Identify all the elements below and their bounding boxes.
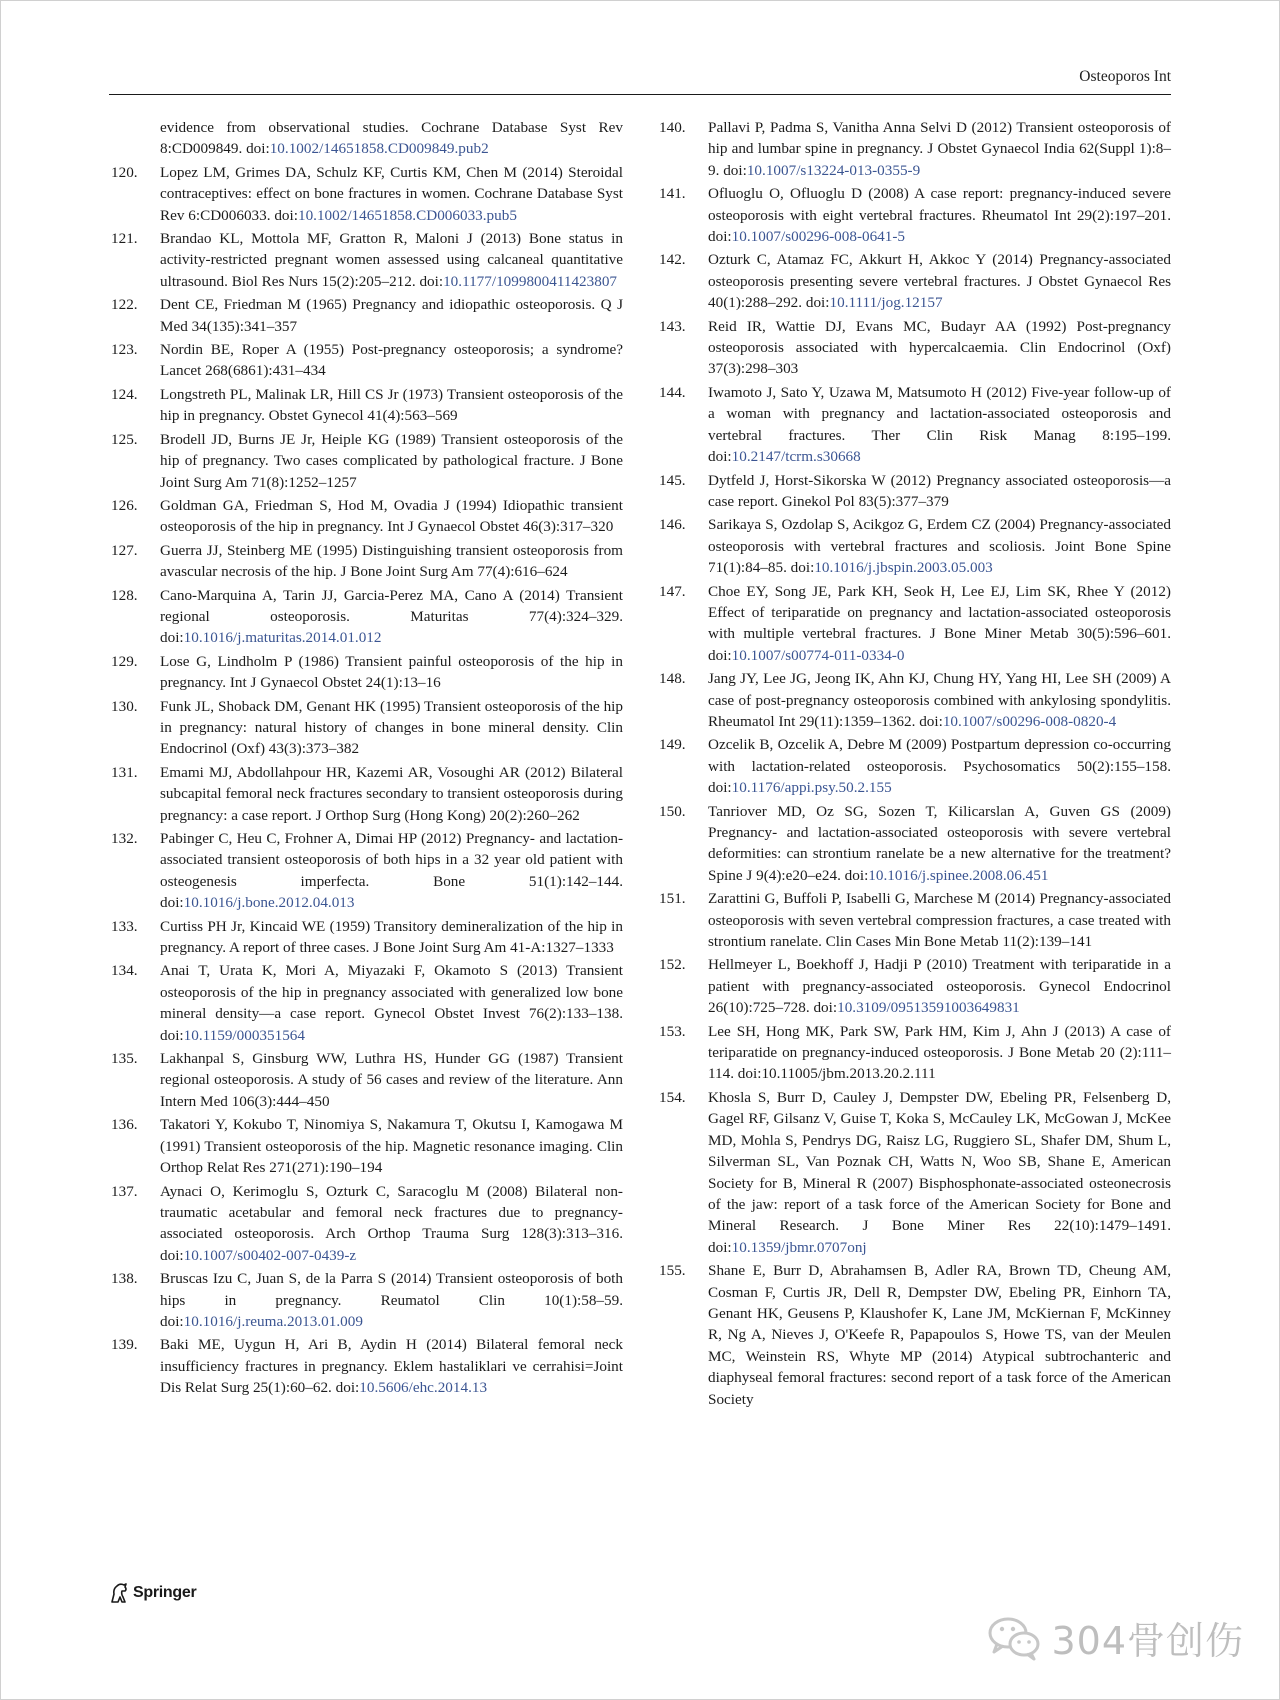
doi-link[interactable]: 10.1177/1099800411423807 bbox=[443, 272, 618, 290]
watermark-text: 304骨创伤 bbox=[1051, 1619, 1244, 1663]
reference-number: 137. bbox=[111, 1182, 138, 1200]
reference-number: 122. bbox=[111, 296, 138, 314]
reference-text: Jang JY, Lee JG, Jeong IK, Ahn KJ, Chung HY, Yang HI, Lee SH (2009) A case of post-pregnancy osteoporosis combined with ankylosing spondylitis. Rheumatol Int 29(11):1359–1362. doi: bbox=[708, 670, 1171, 730]
reference-entry bbox=[111, 585, 623, 649]
doi-link[interactable]: 10.1016/j.bone.2012.04.013 bbox=[183, 894, 355, 912]
doi-link[interactable]: 10.1111/jog.12157 bbox=[829, 294, 943, 312]
reference-entry bbox=[111, 294, 623, 337]
reference-text: Dent CE, Friedman M (1965) Pregnancy and idiopathic osteoporosis. Q J Med 34(135):341–357 bbox=[160, 296, 623, 335]
reference-number: 141. bbox=[659, 185, 686, 203]
reference-number: 121. bbox=[111, 230, 138, 248]
reference-text: Nordin BE, Roper A (1955) Post-pregnancy osteoporosis; a syndrome? Lancet 268(6861):431–434 bbox=[160, 341, 623, 380]
reference-entry bbox=[111, 162, 623, 226]
reference-text: Anai T, Urata K, Mori A, Miyazaki F, Okamoto S (2013) Transient osteoporosis of the hip in pregnancy associated with generalized low bone mineral density—a case report. Gynecol Obstet Invest 76(2):133–138. doi: bbox=[160, 962, 623, 1044]
reference-text: Ozcelik B, Ozcelik A, Debre M (2009) Postpartum depression co-occurring with lactation-related osteoporosis. Psychosomatics 50(2):155–158. doi: bbox=[708, 736, 1171, 797]
springer-logo bbox=[109, 1582, 196, 1604]
publisher-name: Springer bbox=[133, 1584, 197, 1601]
reference-text: Brodell JD, Burns JE Jr, Heiple KG (1989) Transient osteoporosis of the hip of pregnancy. Two cases complicated by pathological fracture. J Bone Joint Surg Am 71(8):1252–1257 bbox=[160, 430, 623, 491]
reference-entry bbox=[111, 1268, 623, 1332]
reference-entry bbox=[659, 888, 1171, 952]
reference-entry bbox=[659, 1087, 1171, 1258]
doi-link[interactable]: 10.5606/ehc.2014.13 bbox=[359, 1379, 488, 1397]
watermark bbox=[987, 1610, 1244, 1665]
reference-number: 151. bbox=[659, 890, 686, 908]
reference-text: evidence from observational studies. Cochrane Database Syst Rev 8:CD009849. doi: bbox=[160, 119, 623, 158]
reference-text: Goldman GA, Friedman S, Hod M, Ovadia J (1994) Idiopathic transient osteoporosis of the hip in pregnancy. Int J Gynaecol Obstet 46(3):317–320 bbox=[160, 496, 623, 536]
reference-entry bbox=[111, 1181, 623, 1267]
reference-entry bbox=[659, 801, 1171, 887]
reference-number: 149. bbox=[659, 736, 686, 754]
reference-number: 127. bbox=[111, 541, 138, 559]
reference-number: 154. bbox=[659, 1088, 686, 1106]
reference-entry bbox=[111, 1334, 623, 1398]
reference-entry bbox=[659, 954, 1171, 1018]
reference-entry bbox=[111, 1114, 623, 1178]
reference-text: Pabinger C, Heu C, Frohner A, Dimai HP (2012) Pregnancy- and lactation-associated transient osteoporosis of both hips in a 32 year old patient with osteogenesis imperfecta. Bone 51(1):142–144. doi: bbox=[160, 830, 623, 912]
doi-link[interactable]: 10.1016/j.reuma.2013.01.009 bbox=[183, 1312, 363, 1330]
reference-entry bbox=[111, 117, 623, 160]
reference-text: Brandao KL, Mottola MF, Gratton R, Maloni J (2013) Bone status in activity-restricted pregnant women assessed using calcaneal quantitative ultrasound. Biol Res Nurs 15(2):205–212. doi: bbox=[160, 230, 623, 290]
reference-entry bbox=[659, 668, 1171, 732]
header-rule bbox=[109, 94, 1171, 95]
reference-entry bbox=[111, 228, 623, 292]
reference-number: 135. bbox=[111, 1050, 138, 1068]
reference-entry bbox=[111, 429, 623, 493]
reference-text: Iwamoto J, Sato Y, Uzawa M, Matsumoto H (2012) Five-year follow-up of a woman with pregnancy and lactation-associated osteoporosis and vertebral fractures. Ther Clin Risk Manag 8:195–199. doi: bbox=[708, 383, 1171, 466]
reference-entry bbox=[111, 339, 623, 382]
reference-text: Hellmeyer L, Boekhoff J, Hadji P (2010) Treatment with teriparatide in a patient with pregnancy-associated osteoporosis. Gynecol Endocrinol 26(10):725–728. doi: bbox=[708, 956, 1171, 1017]
reference-number: 136. bbox=[111, 1116, 138, 1134]
wechat-icon bbox=[987, 1614, 1041, 1662]
reference-entry bbox=[111, 828, 623, 914]
reference-number: 155. bbox=[659, 1262, 686, 1280]
reference-text: Tanriover MD, Oz SG, Sozen T, Kilicarslan A, Guven GS (2009) Pregnancy- and lactation-associated osteoporosis with severe vertebral deformities: can strontium ranelate be a new alternative for the treatment? Spine J 9(4):e20–e24. doi: bbox=[708, 802, 1171, 884]
reference-entry bbox=[659, 581, 1171, 667]
doi-link[interactable]: 10.1002/14651858.CD009849.pub2 bbox=[269, 140, 489, 158]
reference-text: Lee SH, Hong MK, Park SW, Park HM, Kim J, Ahn J (2013) A case of teriparatide on pregnancy-induced osteoporosis. J Bone Metab 20 (2):111–114. doi:10.11005/jbm.2013.20.2.111 bbox=[708, 1022, 1171, 1083]
reference-text: Dytfeld J, Horst-Sikorska W (2012) Pregnancy associated osteoporosis—a case report. Ginekol Pol 83(5):377–379 bbox=[708, 471, 1171, 510]
reference-number: 146. bbox=[659, 516, 686, 534]
doi-link[interactable]: 10.1159/000351564 bbox=[183, 1026, 305, 1044]
doi-link[interactable]: 10.3109/09513591003649831 bbox=[837, 999, 1020, 1017]
reference-text: Sarikaya S, Ozdolap S, Acikgoz G, Erdem CZ (2004) Pregnancy-associated osteoporosis with vertebral fractures and scoliosis. Joint Bone Spine 71(1):84–85. doi: bbox=[708, 516, 1171, 577]
reference-text: Funk JL, Shoback DM, Genant HK (1995) Transient osteoporosis of the hip in pregnancy: natural history of changes in bone mineral density. Clin Endocrinol (Oxf) 43(3):373–382 bbox=[160, 697, 623, 758]
reference-entry bbox=[111, 960, 623, 1046]
reference-text: Shane E, Burr D, Abrahamsen B, Adler RA, Brown TD, Cheung AM, Cosman F, Curtis JR, Dell R, Dempster DW, Ebeling PR, Einhorn TA, Genant HK, Geusens P, Klaushofer K, Lane JM, McKiernan F, McKinney R, Ng A, Nieves J, O'Keefe R, Papapoulos S, Howe TS, van der Meulen MC, Weinstein RS, Whyte MP (2014) Atypical subtrochanteric and diaphyseal femoral fractures: second report of a task force of the American Society bbox=[708, 1262, 1171, 1408]
reference-entry bbox=[111, 384, 623, 427]
doi-link[interactable]: 10.1007/s00296-008-0820-4 bbox=[942, 712, 1117, 730]
reference-entry bbox=[659, 316, 1171, 380]
reference-text: Lopez LM, Grimes DA, Schulz KF, Curtis KM, Chen M (2014) Steroidal contraceptives: effect on bone fractures in women. Cochrane Database Syst Rev 6:CD006033. doi: bbox=[160, 163, 623, 224]
reference-text: Emami MJ, Abdollahpour HR, Kazemi AR, Vosoughi AR (2012) Bilateral subcapital femoral neck fractures secondary to transient osteoporosis during pregnancy: a case report. J Orthop Surg (Hong Kong) 20(2):260–262 bbox=[160, 763, 623, 824]
reference-text: Bruscas Izu C, Juan S, de la Parra S (2014) Transient osteoporosis of both hips in pregnancy. Reumatol Clin 10(1):58–59. doi: bbox=[160, 1270, 623, 1330]
reference-text: Guerra JJ, Steinberg ME (1995) Distinguishing transient osteoporosis from avascular necrosis of the hip. J Bone Joint Surg Am 77(4):616–624 bbox=[160, 541, 623, 581]
reference-entry bbox=[659, 1021, 1171, 1085]
reference-entry bbox=[111, 495, 623, 538]
reference-number: 152. bbox=[659, 956, 686, 974]
reference-entry bbox=[111, 540, 623, 583]
reference-text: Pallavi P, Padma S, Vanitha Anna Selvi D (2012) Transient osteoporosis of hip and lumbar spine in pregnancy. J Obstet Gynaecol India 62(Suppl 1):8–9. doi: bbox=[708, 119, 1171, 179]
running-header-journal: Osteoporos Int bbox=[1079, 68, 1171, 85]
reference-text: Longstreth PL, Malinak LR, Hill CS Jr (1973) Transient osteoporosis of the hip in pregnancy. Obstet Gynecol 41(4):563–569 bbox=[160, 385, 623, 425]
reference-number: 124. bbox=[111, 385, 138, 403]
reference-number: 126. bbox=[111, 496, 138, 514]
reference-number: 144. bbox=[659, 383, 686, 401]
reference-entry bbox=[659, 1260, 1171, 1410]
reference-text: Cano-Marquina A, Tarin JJ, Garcia-Perez MA, Cano A (2014) Transient regional osteoporosis. Maturitas 77(4):324–329. doi: bbox=[160, 586, 623, 647]
reference-entry bbox=[111, 762, 623, 826]
doi-link[interactable]: 10.1007/s00402-007-0439-z bbox=[183, 1246, 357, 1264]
reference-entry bbox=[659, 734, 1171, 798]
doi-link[interactable]: 10.1007/s13224-013-0355-9 bbox=[746, 161, 921, 179]
reference-text: Reid IR, Wattie DJ, Evans MC, Budayr AA (1992) Post-pregnancy osteoporosis associated with hypercalcaemia. Clin Endocrinol (Oxf) 37(3):298–303 bbox=[708, 317, 1171, 378]
references-right-column bbox=[659, 117, 1171, 1412]
reference-text: Lose G, Lindholm P (1986) Transient painful osteoporosis of the hip in pregnancy. Int J Gynaecol Obstet 24(1):13–16 bbox=[160, 652, 623, 692]
reference-number: 128. bbox=[111, 586, 138, 604]
reference-number: 142. bbox=[659, 251, 686, 269]
references-left-column bbox=[111, 117, 623, 1401]
reference-entry bbox=[659, 249, 1171, 313]
doi-link[interactable]: 10.1016/j.maturitas.2014.01.012 bbox=[183, 629, 382, 647]
reference-number: 147. bbox=[659, 582, 686, 600]
doi-link[interactable]: 10.1359/jbmr.0707onj bbox=[731, 1238, 867, 1256]
reference-number: 150. bbox=[659, 802, 686, 820]
reference-text: Lakhanpal S, Ginsburg WW, Luthra HS, Hunder GG (1987) Transient regional osteoporosis. A study of 56 cases and review of the literature. Ann Intern Med 106(3):444–450 bbox=[160, 1050, 623, 1110]
reference-text: Zarattini G, Buffoli P, Isabelli G, Marchese M (2014) Pregnancy-associated osteoporosis with seven vertebral compression fractures, a case treated with strontium ranelate. Clin Cases Min Bone Metab 11(2):139–141 bbox=[708, 890, 1171, 951]
reference-number: 143. bbox=[659, 317, 686, 335]
reference-entry bbox=[111, 651, 623, 694]
reference-text: Ozturk C, Atamaz FC, Akkurt H, Akkoc Y (2014) Pregnancy-associated osteoporosis presenting severe vertebral fractures. J Obstet Gynaecol Res 40(1):288–292. doi: bbox=[708, 251, 1171, 312]
reference-entry bbox=[659, 470, 1171, 513]
reference-text: Khosla S, Burr D, Cauley J, Dempster DW, Ebeling PR, Felsenberg D, Gagel RF, Gilsanz V, Guise T, Koka S, McCauley LK, McGowan J, McKee MD, Mohla S, Pendrys DG, Raisz LG, Ruggiero SL, Shafer DM, Shum L, Silverman SL, Van Poznak CH, Watts N, Woo SB, Shane E, American Society for B, Mineral R (2007) Bisphosphonate-associated osteonecrosis of the jaw: report of a task force of the American Society for Bone and Mineral Research. J Bone Miner Res 22(10):1479–1491. doi: bbox=[708, 1088, 1171, 1256]
reference-number: 130. bbox=[111, 697, 138, 715]
reference-text: Aynaci O, Kerimoglu S, Ozturk C, Saracoglu M (2008) Bilateral non-traumatic acetabular and femoral neck fractures due to pregnancy-associated osteoporosis. Arch Orthop Trauma Surg 128(3):313–316. doi: bbox=[160, 1182, 623, 1264]
reference-entry bbox=[111, 696, 623, 760]
doi-link[interactable]: 10.1016/j.spinee.2008.06.451 bbox=[868, 866, 1049, 884]
springer-horse-icon bbox=[109, 1582, 129, 1604]
reference-number: 145. bbox=[659, 471, 686, 489]
reference-number: 138. bbox=[111, 1270, 138, 1288]
reference-entry bbox=[111, 916, 623, 959]
reference-text: Ofluoglu O, Ofluoglu D (2008) A case report: pregnancy-induced severe osteoporosis with eight vertebral fractures. Rheumatol Int 29(2):197–201. doi: bbox=[708, 185, 1171, 246]
reference-number: 133. bbox=[111, 917, 138, 935]
doi-link[interactable]: 10.1007/s00774-011-0334-0 bbox=[731, 646, 905, 664]
reference-entry bbox=[659, 514, 1171, 578]
reference-text: Takatori Y, Kokubo T, Ninomiya S, Nakamura T, Okutsu I, Kamogawa M (1991) Transient osteoporosis of the hip. Magnetic resonance imaging. Clin Orthop Relat Res 271(271):190–194 bbox=[160, 1116, 623, 1177]
reference-number: 131. bbox=[111, 763, 138, 781]
reference-entry bbox=[659, 183, 1171, 247]
reference-number: 148. bbox=[659, 670, 686, 688]
reference-number: 140. bbox=[659, 119, 686, 136]
doi-link[interactable]: 10.2147/tcrm.s30668 bbox=[731, 448, 861, 466]
reference-entry bbox=[659, 117, 1171, 181]
doi-link[interactable]: 10.1002/14651858.CD006033.pub5 bbox=[297, 206, 517, 224]
reference-number: 125. bbox=[111, 430, 138, 448]
reference-number: 153. bbox=[659, 1022, 686, 1040]
reference-entry bbox=[659, 382, 1171, 468]
reference-number: 129. bbox=[111, 652, 138, 670]
reference-text: Choe EY, Song JE, Park KH, Seok H, Lee EJ, Lim SK, Rhee Y (2012) Effect of teriparatide on pregnancy and lactation-associated osteoporosis with multiple vertebral fractures. J Bone Miner Metab 30(5):596–601. doi: bbox=[708, 582, 1171, 664]
reference-text: Baki ME, Uygun H, Ari B, Aydin H (2014) Bilateral femoral neck insufficiency fractures in pregnancy. Eklem hastaliklari ve cerrahisi=Joint Dis Relat Surg 25(1):60–62. doi: bbox=[160, 1336, 623, 1397]
reference-number: 134. bbox=[111, 962, 138, 980]
reference-number: 123. bbox=[111, 341, 138, 359]
reference-text: Curtiss PH Jr, Kincaid WE (1959) Transitory demineralization of the hip in pregnancy. A report of three cases. J Bone Joint Surg Am 41-A:1327–1333 bbox=[160, 917, 623, 957]
reference-number: 120. bbox=[111, 163, 138, 181]
doi-link[interactable]: 10.1016/j.jbspin.2003.05.003 bbox=[814, 559, 993, 577]
reference-number: 139. bbox=[111, 1336, 138, 1354]
reference-entry bbox=[111, 1048, 623, 1112]
doi-link[interactable]: 10.1007/s00296-008-0641-5 bbox=[731, 228, 906, 246]
reference-number: 132. bbox=[111, 830, 138, 847]
doi-link[interactable]: 10.1176/appi.psy.50.2.155 bbox=[731, 779, 892, 797]
